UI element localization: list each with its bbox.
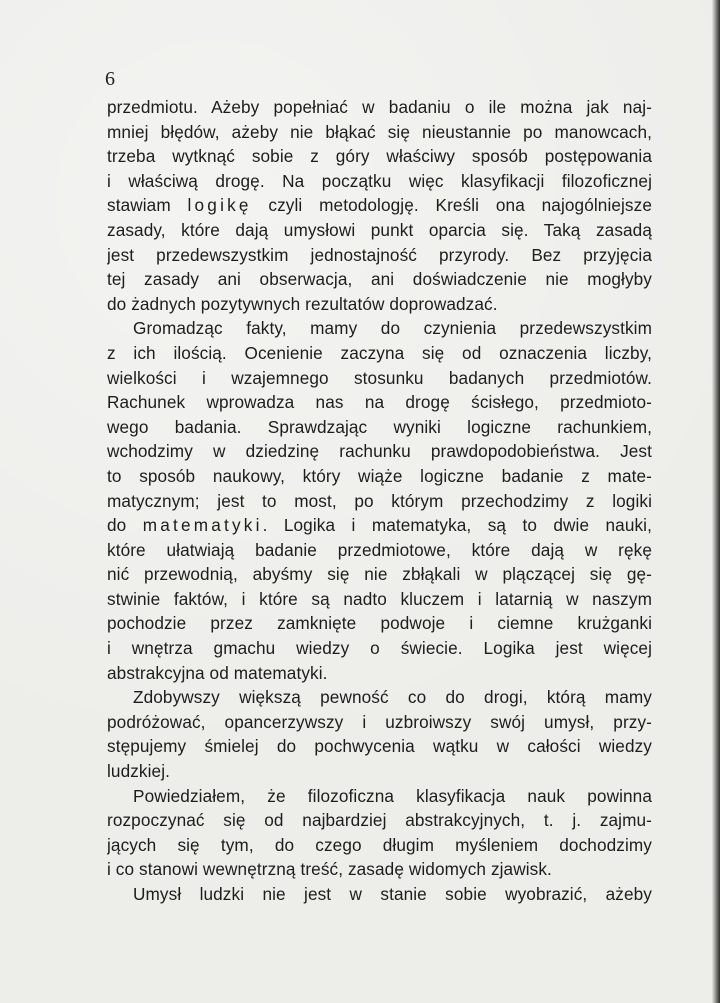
text-line: [107, 661, 652, 686]
text-line: [107, 292, 652, 317]
text-line: [107, 341, 652, 366]
text-line-content: stępujemy śmielej do pochwycenia wątku w całości wiedzy: [107, 736, 652, 757]
text-line: [107, 415, 652, 440]
text-line: [107, 366, 652, 391]
text-line-content: to sposób naukowy, który wiąże logiczne badanie z mate-: [107, 465, 652, 486]
text-line-content: które ułatwiają badanie przedmiotowe, które dają w rękę: [107, 539, 652, 560]
text-line-content: Gromadząc fakty, mamy do czynienia przedewszystkim: [133, 318, 652, 339]
text-line-content: podróżować, opancerzywszy i uzbroiwszy swój umysł, przy-: [107, 711, 652, 732]
text-line: [107, 489, 652, 514]
text-line-content: wielkości i wzajemnego stosunku badanych przedmiotów.: [107, 367, 652, 388]
text-line-content: stwinie faktów, i które są nadto kluczem i latarnią w naszym: [107, 588, 652, 609]
text-line-content: nić przewodnią, abyśmy się nie zbłąkali w plączącej się gę-: [107, 564, 652, 585]
text-line: [107, 808, 652, 833]
text-line-content: mniej błędów, ażeby nie błąkać się nieustannie po manowcach,: [107, 121, 652, 142]
text-line-content: zasady, które dają umysłowi punkt oparcia się. Taką zasadą: [107, 219, 652, 240]
text-line-content: z ich ilością. Ocenienie zaczyna się od oznaczenia liczby,: [107, 342, 652, 363]
text-line: [107, 243, 652, 268]
text-line-content: jących się tym, do czego długim myśleniem dochodzimy: [107, 834, 652, 855]
emphasized-term: logikę: [187, 195, 252, 216]
text-line-content: rozpoczynać się od najbardziej abstrakcyjnych, t. j. zajmu-: [107, 810, 652, 831]
text-line-content: i co stanowi wewnętrzną treść, zasadę widomych zjawisk.: [107, 859, 552, 880]
text-line-content: przedmiotu. Ażeby popełniać w badaniu o ile można jak naj-: [107, 97, 652, 117]
text-line: [107, 464, 652, 489]
page-edge-shadow: [712, 0, 720, 1003]
text-line: [107, 538, 652, 563]
text-line: [107, 734, 652, 759]
text-line: [107, 316, 652, 341]
text-line: [107, 513, 652, 538]
text-line: [107, 218, 652, 243]
text-line-content: abstrakcyjna od matematyki.: [107, 662, 328, 683]
text-line-content: matycznym; jest to most, po którym przechodzimy z logiki: [107, 490, 652, 511]
text-line: [107, 390, 652, 415]
text-line-content: tej zasady ani obserwacja, ani doświadczenie nie mogłyby: [107, 269, 652, 290]
text-line: [107, 710, 652, 735]
text-line: [107, 636, 652, 661]
text-line: [107, 193, 652, 218]
text-line-content: Umysł ludzki nie jest w stanie sobie wyobrazić, ażeby: [133, 884, 652, 904]
text-line: [107, 267, 652, 292]
body-text: [107, 95, 652, 907]
text-line: [107, 120, 652, 145]
text-line: [107, 587, 652, 612]
text-line-content: Powiedziałem, że filozoficzna klasyfikacja nauk powinna: [133, 785, 652, 806]
text-line-continuation: . Logika i matematyka, są to dwie nauki,: [262, 515, 652, 536]
page-number: 6: [105, 68, 115, 90]
text-line: [107, 759, 652, 784]
text-line-content: wchodzimy w dziedzinę rachunku prawdopodobieństwa. Jest: [107, 441, 652, 462]
text-line-content: jest przedewszystkim jednostajność przyrody. Bez przyjęcia: [107, 244, 652, 265]
text-line-content: trzeba wytknąć sobie z góry właściwy sposób postępowania: [107, 146, 652, 167]
text-line: [107, 882, 652, 907]
text-line-content: pochodzie przez zamknięte podwoje i ciemne krużganki: [107, 613, 652, 634]
text-line: [107, 833, 652, 858]
text-line: [107, 439, 652, 464]
text-line: [107, 857, 652, 882]
text-line: [107, 562, 652, 587]
text-line-content: i właściwą drogę. Na początku więc klasyfikacji filozoficznej: [107, 170, 652, 191]
text-line: [107, 784, 652, 809]
text-line-content: Zdobywszy większą pewność co do drogi, którą mamy: [133, 687, 652, 708]
text-line-content: stawiam: [107, 195, 188, 216]
text-line-content: i wnętrza gmachu wiedzy o świecie. Logika jest więcej: [107, 638, 652, 659]
emphasized-term: matematyki: [142, 515, 263, 536]
text-line: [107, 685, 652, 710]
text-line: [107, 611, 652, 636]
text-line: [107, 144, 652, 169]
text-line: [107, 95, 652, 120]
text-line-content: do: [107, 515, 143, 536]
text-line-content: ludzkiej.: [107, 761, 170, 782]
text-line-content: wego badania. Sprawdzając wyniki logiczne rachunkiem,: [107, 416, 652, 437]
text-line: [107, 169, 652, 194]
text-line-continuation: czyli metodologję. Kreśli ona najogólniejsze: [251, 195, 652, 216]
text-line-content: Rachunek wprowadza nas na drogę ścisłego, przedmioto-: [107, 392, 652, 413]
text-line-content: do żadnych pozytywnych rezultatów doprowadzać.: [107, 293, 498, 314]
